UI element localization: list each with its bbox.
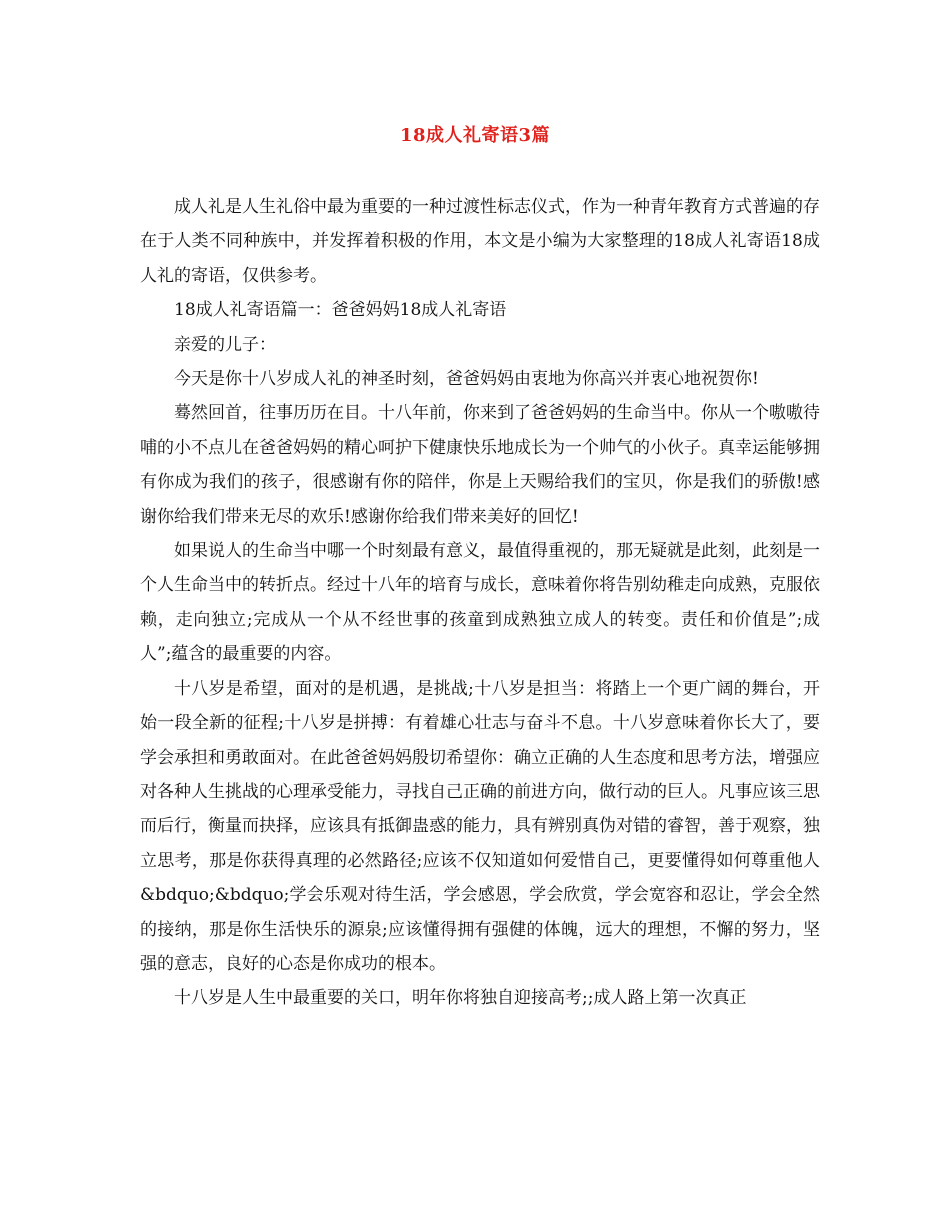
paragraph-eighteen-hopes: 十八岁是希望，面对的是机遇，是挑战;十八岁是担当：将踏上一个更广阔的舞台，开始一段全新的征程;十八岁是拼搏：有着雄心壮志与奋斗不息。十八岁意味着你长大了，要学会承担和勇敢面对。在此爸爸妈妈殷切希望你：确立正确的人生态度和思考方法，增强应对各种人生挑战的心理承受能力，寻找自己正确的前进方向，做行动的巨人。凡事应该三思而后行，衡量而抉择，应该具有抵御蛊惑的能力，具有辨别真伪对错的睿智，善于观察，独立思考，那是你获得真理的必然路径;应该不仅知道如何爱惜自己，更要懂得如何尊重他人&bdquo;&bdquo;学会乐观对待生活，学会感恩，学会欣赏，学会宽容和忍让，学会全然的接纳，那是你生活快乐的源泉;应该懂得拥有强健的体魄，远大的理想，不懈的努力，坚强的意志，良好的心态是你成功的根本。: [140, 678, 820, 974]
paragraph-salutation: 亲爱的儿子：: [174, 334, 276, 355]
document-title: 18成人礼寄语3篇: [399, 125, 551, 146]
paragraph-section-heading: 18成人礼寄语篇一：爸爸妈妈18成人礼寄语: [174, 300, 507, 321]
paragraph-exam: 十八岁是人生中最重要的关口，明年你将独自迎接高考;;成人路上第一次真正: [174, 988, 747, 1009]
paragraph-memories: 蓦然回首，往事历历在目。十八年前，你来到了爸爸妈妈的生命当中。你从一个嗷嗷待哺的小不点儿在爸爸妈妈的精心呵护下健康快乐地成长为一个帅气的小伙子。真幸运能够拥有你成为我们的孩子，很感谢有你的陪伴，你是上天赐给我们的宝贝，你是我们的骄傲!感谢你给我们带来无尽的欢乐!感谢你给我们带来美好的回忆!: [140, 403, 820, 527]
paragraph-intro: 成人礼是人生礼俗中最为重要的一种过渡性标志仪式，作为一种青年教育方式普遍的存在于人类不同种族中，并发挥着积极的作用，本文是小编为大家整理的18成人礼寄语18成人礼的寄语，仅供参考。: [140, 197, 820, 286]
paragraph-turning-point: 如果说人的生命当中哪一个时刻最有意义，最值得重视的，那无疑就是此刻，此刻是一个人生命当中的转折点。经过十八年的培育与成长，意味着你将告别幼稚走向成熟，克服依赖，走向独立;完成从一个从不经世事的孩童到成熟独立成人的转变。责任和价值是”;成人”;蕴含的最重要的内容。: [140, 541, 820, 665]
document-body: [140, 190, 820, 1016]
paragraph-congratulation: 今天是你十八岁成人礼的神圣时刻，爸爸妈妈由衷地为你高兴并衷心地祝贺你!: [174, 369, 759, 390]
